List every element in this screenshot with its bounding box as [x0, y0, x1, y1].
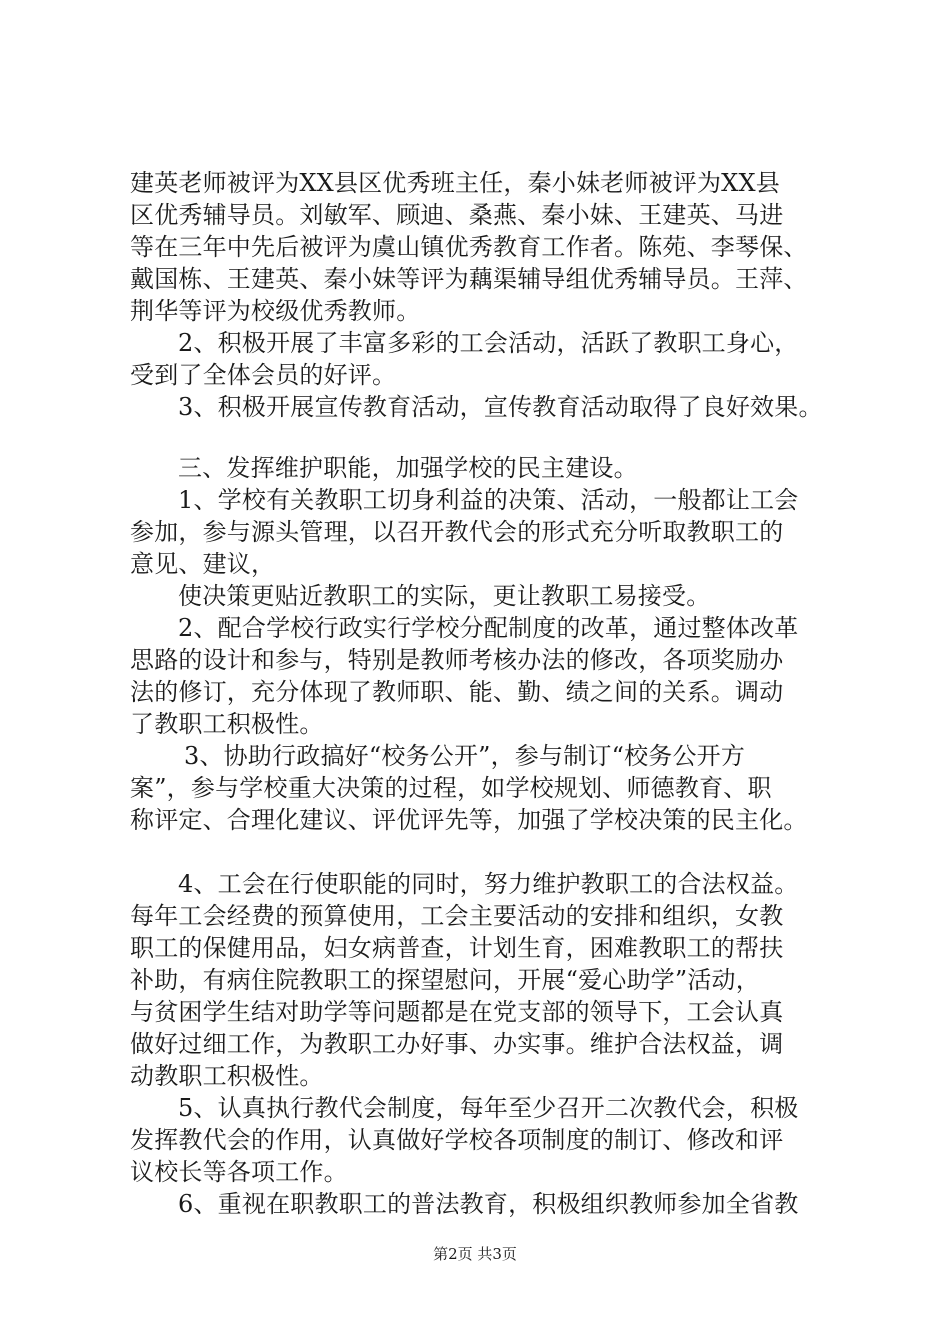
text-line: 与贫困学生结对助学等问题都是在党支部的领导下，工会认真	[130, 998, 784, 1026]
text-line: 使决策更贴近教职工的实际，更让教职工易接受。	[178, 582, 711, 610]
text-line: 每年工会经费的预算使用，工会主要活动的安排和组织，女教	[130, 902, 784, 930]
text-line: 戴国栋、王建英、秦小妹等评为藕渠辅导组优秀辅导员。王萍、	[130, 265, 808, 293]
text-line: 3、协助行政搞好“校务公开”，参与制订“校务公开方	[184, 742, 746, 770]
text-line: 做好过细工作，为教职工办好事、办实事。维护合法权益，调	[130, 1030, 784, 1058]
text-line: 2、配合学校行政实行学校分配制度的改革，通过整体改革	[178, 614, 799, 642]
text-line: 建英老师被评为XX县区优秀班主任，秦小妹老师被评为XX县	[130, 169, 780, 197]
page-number-label: 第2页 共3页	[433, 1245, 517, 1263]
text-line: 受到了全体会员的好评。	[130, 361, 397, 389]
text-line: 6、重视在职教职工的普法教育，积极组织教师参加全省教	[178, 1190, 799, 1218]
text-line: 动教职工积极性。	[130, 1062, 324, 1090]
text-line: 5、认真执行教代会制度，每年至少召开二次教代会，积极	[178, 1094, 799, 1122]
text-line: 称评定、合理化建议、评优评先等，加强了学校决策的民主化。	[130, 806, 808, 834]
text-line: 参加，参与源头管理，以召开教代会的形式充分听取教职工的	[130, 518, 784, 546]
text-line: 2、积极开展了丰富多彩的工会活动，活跃了教职工身心，	[178, 329, 799, 357]
text-line: 4、工会在行使职能的同时，努力维护教职工的合法权益。	[178, 870, 799, 898]
text-line: 思路的设计和参与，特别是教师考核办法的修改，各项奖励办	[130, 646, 784, 674]
text-line: 了教职工积极性。	[130, 710, 324, 738]
text-line: 发挥教代会的作用，认真做好学校各项制度的制订、修改和评	[130, 1126, 784, 1154]
text-line: 案”，参与学校重大决策的过程，如学校规划、师德教育、职	[130, 774, 772, 802]
page-footer	[0, 1244, 950, 1264]
text-line: 3、积极开展宣传教育活动，宣传教育活动取得了良好效果。	[178, 393, 823, 421]
text-line: 等在三年中先后被评为虞山镇优秀教育工作者。陈苑、李琴保、	[130, 233, 808, 261]
text-line: 职工的保健用品，妇女病普查，计划生育，困难教职工的帮扶	[130, 934, 784, 962]
text-line: 议校长等各项工作。	[130, 1158, 348, 1186]
text-line: 区优秀辅导员。刘敏军、顾迪、桑燕、秦小妹、王建英、马进	[130, 201, 784, 229]
text-line: 补助，有病住院教职工的探望慰问，开展“爱心助学”活动，	[130, 966, 760, 994]
text-line: 荆华等评为校级优秀教师。	[130, 297, 421, 325]
text-line: 1、学校有关教职工切身利益的决策、活动，一般都让工会	[178, 486, 799, 514]
text-line: 意见、建议，	[130, 550, 276, 578]
section-heading: 三、发挥维护职能，加强学校的民主建设。	[178, 454, 638, 482]
text-line: 法的修订，充分体现了教师职、能、勤、绩之间的关系。调动	[130, 678, 784, 706]
